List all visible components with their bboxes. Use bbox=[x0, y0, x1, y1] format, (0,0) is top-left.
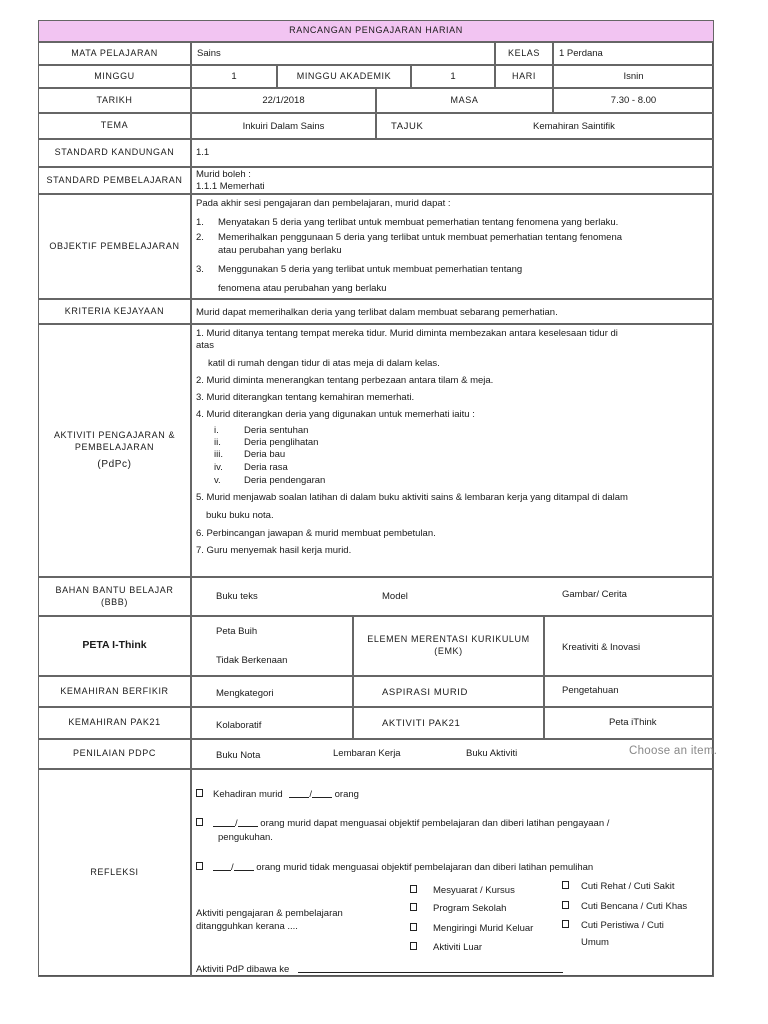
aktiviti-line-4: 4. Murid diterangkan deria yang digunakan untuk memerhati iaitu : bbox=[196, 409, 475, 420]
aktiviti-line-5: 5. Murid menjawab soalan latihan di dalam buku aktiviti sains & lembaran kerja yang ditampal di dalam bbox=[196, 492, 628, 503]
checkbox-icon[interactable] bbox=[562, 920, 569, 928]
refleksi-cell[interactable] bbox=[191, 769, 714, 977]
checkbox-icon[interactable] bbox=[562, 881, 569, 889]
peta-item-2: Tidak Berkenaan bbox=[216, 655, 288, 666]
sense-5: Deria pendengaran bbox=[244, 475, 326, 486]
peta-item-1: Peta Buih bbox=[216, 626, 258, 637]
checkbox-icon[interactable] bbox=[196, 862, 203, 870]
aktiviti-line-7: 7. Guru menyemak hasil kerja murid. bbox=[196, 545, 352, 556]
aktiviti-pak21-value: Peta iThink bbox=[609, 717, 657, 728]
aktiviti-line-1b: atas bbox=[196, 340, 214, 351]
aspirasi-cell[interactable] bbox=[544, 676, 714, 707]
standard-pembelajaran-cell[interactable] bbox=[191, 167, 714, 194]
mata-pelajaran-label: MATA PELAJARAN bbox=[38, 42, 191, 65]
sense-num-5: v. bbox=[214, 475, 221, 486]
standard-kandungan-label: STANDARD KANDUNGAN bbox=[38, 139, 191, 167]
objektif-item-3: Menggunakan 5 deria yang terlibat untuk membuat pemerhatian tentang bbox=[218, 264, 523, 275]
blank-2[interactable] bbox=[238, 826, 258, 827]
bbb-item-1: Buku teks bbox=[216, 591, 258, 602]
objektif-label: OBJEKTIF PEMBELAJARAN bbox=[38, 194, 191, 299]
aktiviti-line-3: 3. Murid diterangkan tentang kemahiran memerhati. bbox=[196, 392, 415, 403]
tarikh-value[interactable]: 22/1/2018 bbox=[191, 88, 376, 113]
penilaian-choose-dropdown[interactable]: Choose an item. bbox=[629, 745, 718, 757]
checkbox-icon[interactable] bbox=[196, 789, 203, 797]
blank-1[interactable] bbox=[213, 826, 235, 827]
minggu-label: MINGGU bbox=[38, 65, 191, 88]
penilaian-item-3: Buku Aktiviti bbox=[466, 748, 518, 759]
aktiviti-pak21-label: AKTIVITI PAK21 bbox=[382, 718, 461, 729]
form-title: RANCANGAN PENGAJARAN HARIAN bbox=[38, 20, 714, 42]
menguasai-text: orang murid dapat menguasai objektif pembelajaran dan diberi latihan pengayaan / bbox=[260, 818, 610, 829]
objektif-item-3-cont: fenomena atau perubahan yang berlaku bbox=[218, 283, 387, 294]
dibawa-blank[interactable] bbox=[298, 972, 563, 973]
hari-value[interactable]: Isnin bbox=[553, 65, 714, 88]
kehadiran-text: Kehadiran murid bbox=[213, 789, 283, 800]
aspirasi-cell-label bbox=[353, 676, 544, 707]
peta-cell[interactable] bbox=[191, 616, 353, 676]
peta-label-text: PETA I-Think bbox=[82, 639, 147, 652]
tajuk-cell bbox=[376, 113, 714, 139]
bbb-label-2: (BBB) bbox=[100, 596, 128, 607]
standard-pembelajaran-line1: Murid boleh : bbox=[196, 169, 251, 180]
sense-2: Deria penglihatan bbox=[244, 437, 319, 448]
masa-label: MASA bbox=[376, 88, 553, 113]
pak21-label: KEMAHIRAN PAK21 bbox=[38, 707, 191, 739]
aktiviti-label-1: AKTIVITI PENGAJARAN & bbox=[53, 430, 176, 441]
checkbox-icon[interactable] bbox=[410, 923, 417, 931]
mata-pelajaran-value[interactable]: Sains bbox=[191, 42, 495, 65]
objektif-num-2: 2. bbox=[196, 232, 204, 243]
aktiviti-label-3: (PdPc) bbox=[97, 458, 132, 470]
aspirasi-label: ASPIRASI MURID bbox=[382, 687, 468, 698]
aktiviti-line-2: 2. Murid diminta menerangkan tentang perbezaan antara tilam & meja. bbox=[196, 375, 494, 386]
lesson-plan-form bbox=[38, 20, 718, 976]
reason-cuti-rehat[interactable]: Cuti Rehat / Cuti Sakit bbox=[562, 881, 674, 892]
penilaian-item-2: Lembaran Kerja bbox=[333, 748, 401, 759]
tajuk-label: TAJUK bbox=[391, 121, 424, 132]
tangguh-line-1: Aktiviti pengajaran & pembelajaran bbox=[196, 908, 343, 919]
aktiviti-line-6: 6. Perbincangan jawapan & murid membuat pembetulan. bbox=[196, 528, 436, 539]
minggu-akademik-value[interactable]: 1 bbox=[411, 65, 495, 88]
sense-1: Deria sentuhan bbox=[244, 425, 309, 436]
aspirasi-value: Pengetahuan bbox=[562, 685, 619, 696]
kriteria-cell[interactable] bbox=[191, 299, 714, 324]
reason-cuti-umum: Umum bbox=[581, 937, 609, 948]
standard-pembelajaran-line2: 1.1.1 Memerhati bbox=[196, 181, 265, 192]
objektif-cell[interactable] bbox=[191, 194, 714, 299]
reason-cuti-bencana[interactable]: Cuti Bencana / Cuti Khas bbox=[562, 901, 687, 912]
dibawa-text: Aktiviti PdP dibawa ke bbox=[196, 964, 290, 975]
kemahiran-berfikir-label: KEMAHIRAN BERFIKIR bbox=[38, 676, 191, 707]
checkbox-icon[interactable] bbox=[196, 818, 203, 826]
minggu-akademik-label: MINGGU AKADEMIK bbox=[277, 65, 411, 88]
objektif-item-2: Memerihalkan penggunaan 5 deria yang terlibat untuk membuat pemerhatian tentang fenomena bbox=[218, 232, 623, 243]
aktiviti-cell[interactable] bbox=[191, 324, 714, 577]
reason-aktiviti-luar[interactable]: Aktiviti Luar bbox=[410, 942, 482, 953]
penilaian-item-1: Buku Nota bbox=[216, 750, 261, 761]
bbb-item-3: Gambar/ Cerita bbox=[562, 589, 627, 600]
aktiviti-pak21-cell-label bbox=[353, 707, 544, 739]
refleksi-line-2b: pengukuhan. bbox=[218, 832, 273, 843]
checkbox-icon[interactable] bbox=[410, 942, 417, 950]
objektif-num-3: 3. bbox=[196, 264, 204, 275]
aktiviti-label bbox=[38, 324, 191, 577]
masa-value[interactable]: 7.30 - 8.00 bbox=[553, 88, 714, 113]
aktiviti-label-2: PEMBELAJARAN bbox=[74, 442, 155, 452]
tema-value[interactable]: Inkuiri Dalam Sains bbox=[191, 113, 376, 139]
emk-value: Kreativiti & Inovasi bbox=[562, 642, 641, 653]
penilaian-label: PENILAIAN PDPC bbox=[38, 739, 191, 769]
kelas-value[interactable]: 1 Perdana bbox=[553, 42, 714, 65]
reason-mengiringi[interactable]: Mengiringi Murid Keluar bbox=[410, 923, 533, 934]
bbb-label-1: BAHAN BANTU BELAJAR bbox=[55, 584, 174, 595]
sense-num-2: ii. bbox=[214, 437, 221, 448]
sense-num-3: iii. bbox=[214, 449, 223, 460]
minggu-value[interactable]: 1 bbox=[191, 65, 277, 88]
standard-kandungan-value: 1.1 bbox=[196, 147, 210, 158]
peta-label bbox=[38, 616, 191, 676]
kemahiran-berfikir-value: Mengkategori bbox=[216, 688, 274, 699]
reason-program[interactable]: Program Sekolah bbox=[410, 903, 506, 914]
objektif-intro: Pada akhir sesi pengajaran dan pembelajaran, murid dapat : bbox=[196, 198, 451, 209]
emk-label-1: ELEMEN MERENTASI KURIKULUM bbox=[367, 634, 530, 645]
kehadiran-blank-2[interactable] bbox=[312, 797, 332, 798]
standard-pembelajaran-label: STANDARD PEMBELAJARAN bbox=[38, 167, 191, 194]
blank-4[interactable] bbox=[234, 870, 254, 871]
kehadiran-blank-1[interactable] bbox=[289, 797, 309, 798]
aktiviti-pak21-cell[interactable] bbox=[544, 707, 714, 739]
penilaian-cell[interactable] bbox=[191, 739, 718, 769]
tarikh-label: TARIKH bbox=[38, 88, 191, 113]
objektif-item-1: Menyatakan 5 deria yang terlibat untuk membuat pemerhatian tentang fenomena yang berlaku. bbox=[218, 217, 619, 228]
aktiviti-line-1c: katil di rumah dengan tidur di atas meja di dalam kelas. bbox=[208, 358, 440, 369]
pak21-value: Kolaboratif bbox=[216, 720, 262, 731]
aktiviti-line-5b: buku buku nota. bbox=[206, 510, 274, 521]
hari-label: HARI bbox=[495, 65, 553, 88]
blank-3[interactable] bbox=[213, 870, 231, 871]
kelas-label: KELAS bbox=[495, 42, 553, 65]
kriteria-label: KRITERIA KEJAYAAN bbox=[38, 299, 191, 324]
standard-kandungan-cell[interactable] bbox=[191, 139, 714, 167]
checkbox-icon[interactable] bbox=[410, 885, 417, 893]
sense-num-1: i. bbox=[214, 425, 219, 436]
refleksi-line-3: / orang murid tidak menguasai objektif pembelajaran dan diberi latihan pemulihan bbox=[196, 862, 593, 873]
refleksi-label: REFLEKSI bbox=[38, 769, 191, 977]
emk-cell[interactable] bbox=[544, 616, 714, 676]
kehadiran-orang: orang bbox=[334, 789, 359, 800]
emk-label-2: (EMK) bbox=[434, 646, 463, 656]
sense-3: Deria bau bbox=[244, 449, 286, 460]
reason-mesyuarat[interactable]: Mesyuarat / Kursus bbox=[410, 885, 515, 896]
checkbox-icon[interactable] bbox=[410, 903, 417, 911]
aktiviti-line-1: 1. Murid ditanya tentang tempat mereka tidur. Murid diminta membezakan antara keselesaan tidur di bbox=[196, 328, 618, 339]
reason-cuti-peristiwa[interactable]: Cuti Peristiwa / Cuti bbox=[562, 920, 664, 931]
emk-label bbox=[353, 616, 544, 676]
kriteria-value: Murid dapat memerihalkan deria yang terlibat dalam membuat sebarang pemerhatian. bbox=[196, 307, 558, 318]
dibawa-line bbox=[196, 964, 563, 975]
kemahiran-berfikir-cell[interactable] bbox=[191, 676, 353, 707]
bbb-label bbox=[38, 577, 191, 616]
sense-4: Deria rasa bbox=[244, 462, 288, 473]
refleksi-line-1: Kehadiran murid / orang bbox=[196, 789, 359, 800]
objektif-item-2-cont: atau perubahan yang berlaku bbox=[218, 245, 342, 256]
checkbox-icon[interactable] bbox=[562, 901, 569, 909]
bbb-cell[interactable] bbox=[191, 577, 714, 616]
tidak-menguasai-text: orang murid tidak menguasai objektif pembelajaran dan diberi latihan pemulihan bbox=[256, 862, 594, 873]
objektif-num-1: 1. bbox=[196, 217, 204, 228]
pak21-cell[interactable] bbox=[191, 707, 353, 739]
refleksi-line-2: / orang murid dapat menguasai objektif pembelajaran dan diberi latihan pengayaan / bbox=[196, 818, 609, 829]
tangguh-line-2: ditangguhkan kerana .... bbox=[196, 921, 298, 932]
sense-num-4: iv. bbox=[214, 462, 223, 473]
tajuk-value[interactable]: Kemahiran Saintifik bbox=[533, 121, 615, 132]
bbb-item-2: Model bbox=[382, 591, 408, 602]
tema-label: TEMA bbox=[38, 113, 191, 139]
